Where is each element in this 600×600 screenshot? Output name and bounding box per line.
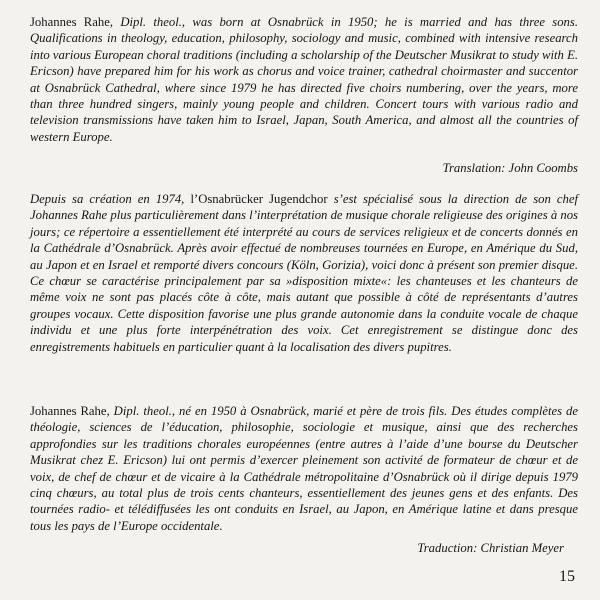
choir-name: l’Osnabrücker Jugendchor — [190, 192, 328, 206]
author-degree: Dipl. theol., — [120, 15, 186, 29]
author-name: Johannes Rahe, — [30, 15, 114, 29]
english-biography-text: was born at Osnabrück in 1950; he is married and has three sons. Qualifications in theology, education, philosophy, sociology and music, combined with intensive research into various European choral traditions (including a scholarship of the Deutscher Musikrat to study with E. Ericson) have prepared him for his work as chorus and voice trainer, cathedral choirmaster and succentor at Osnabrück Cathedral, where since 1979 he has directed five choirs numbering, over the years, more than three hundred singers, mainly young people and children. Concert tours with various radio and television transmissions have taken him to Israel, Japan, South America, and almost all the countries of western Europe. — [30, 15, 578, 144]
english-translation-credit: Translation: John Coombs — [442, 161, 578, 175]
french-author-name: Johannes Rahe, — [30, 404, 110, 418]
french-translation-credit: Traduction: Christian Meyer — [417, 541, 564, 555]
page-number: 15 — [559, 568, 575, 585]
french-biography-text: né en 1950 à Osnabrück, marié et père de trois fils. Des études complètes de théologie, sciences de l’éducation, philosophie, sociologie et musique, ainsi que des recherches approfondies sur les traditions chorales européennes (entre autres à l’aide d’une bourse du Deutscher Musikrat chez E. Ericson) lui ont permis d’exercer pleinement son activité de formateur de chœur et de voix, de chef de chœur et de vicaire à la Cathédrale métropolitaine d’Osnabrück où il dirige depuis 1979 cinq chœurs, au total plus de trois cents chanteurs, essentiellement des jeunes gens et des enfants. Des tournées radio- et télédiffusées les ont conduits en Israel, au Japon, en Amérique latine et dans presque tous les pays de l’Europe occidentale. — [30, 404, 579, 533]
english-biography-paragraph — [30, 14, 578, 145]
french-choir-intro: Depuis sa création en 1974, — [30, 192, 185, 206]
french-choir-paragraph — [30, 191, 578, 355]
french-author-degree: Dipl. theol., — [113, 404, 176, 418]
french-choir-text: s’est spécialisé sous la direction de son chef Johannes Rahe plus particulièrement dans l’interprétation de musique chorale religieuse des origines à nos jours; ce répertoire a essentiellement été interprété au cours de services religieux et de concerts donnés en la Cathédrale d’Osnabrück. Après avoir effectué de nombreuses tournées en Europe, en Amérique du Sud, au Japon et en Israel et remporté divers concours (Köln, Gorizia), voici donc à présent son premier disque. Ce chœur se caractérise principalement par sa »disposition mixte«: les chanteuses et les chanteurs de même voix ne sont pas placés côte à côte, mais autant que possible à côté de représentants d’autres groupes vocaux. Cette disposition favorise une plus grande autonomie dans la conduite vocale de chaque individu et une plus forte interpénétration des voix. Cet enregistrement se distingue donc des enregistrements habituels en particulier quant à la localisation des divers pupitres. — [30, 192, 579, 354]
french-biography-paragraph — [30, 403, 578, 534]
